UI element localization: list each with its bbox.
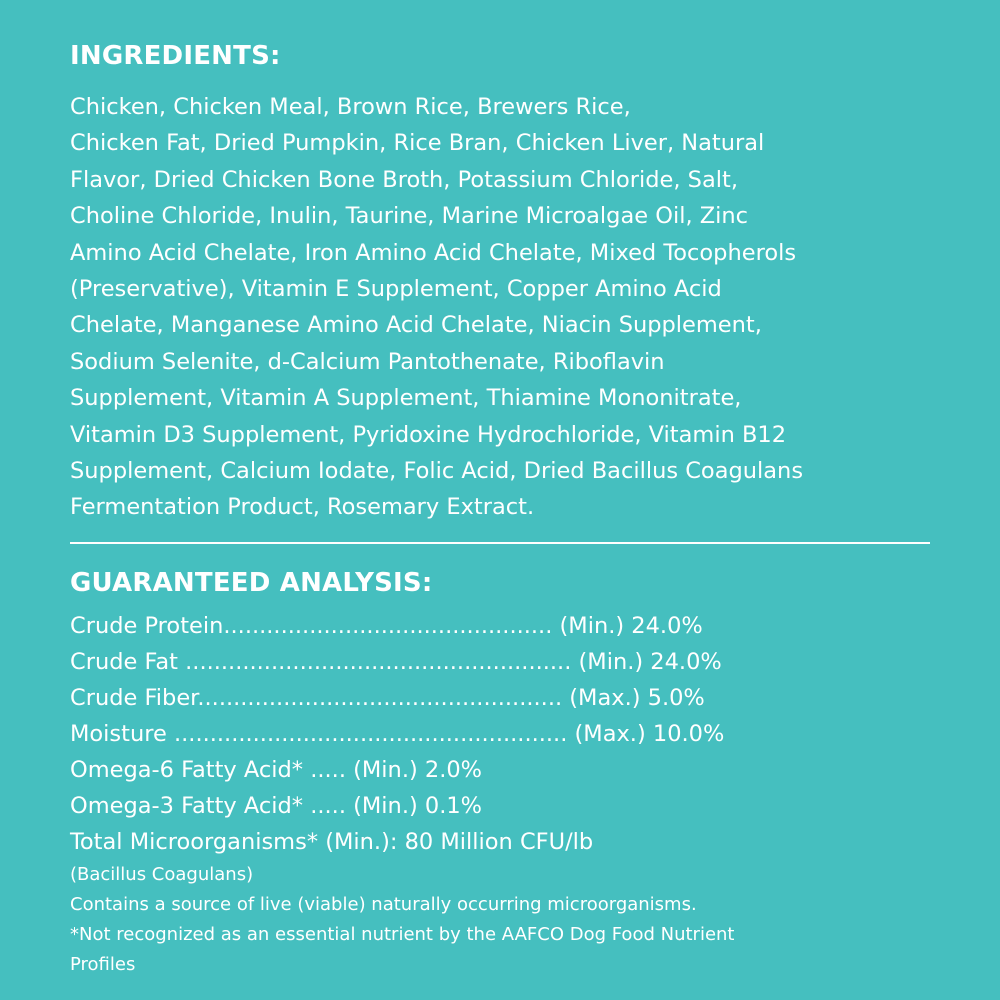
section-divider <box>70 542 930 544</box>
analysis-note-bacillus: (Bacillus Coagulans) <box>70 864 254 885</box>
ingredients-line: Supplement, Vitamin A Supplement, Thiamine Mononitrate, <box>70 385 742 412</box>
analysis-note-live-microorganisms: Contains a source of live (viable) naturally occurring microorganisms. <box>70 894 697 915</box>
analysis-note-aafco-cont: Profiles <box>70 954 136 975</box>
ingredients-line: Choline Chloride, Inulin, Taurine, Marine Microalgae Oil, Zinc <box>70 203 749 230</box>
analysis-row-crude-protein: Crude Protein.............................................. (Min.) 24.0% <box>70 613 703 639</box>
analysis-row-microorganisms: Total Microorganisms* (Min.): 80 Million CFU/lb <box>70 829 594 855</box>
ingredients-line: Supplement, Calcium Iodate, Folic Acid, Dried Bacillus Coagulans <box>70 458 804 485</box>
analysis-row-omega-3: Omega-3 Fatty Acid* ..... (Min.) 0.1% <box>70 793 483 819</box>
ingredients-line: Amino Acid Chelate, Iron Amino Acid Chelate, Mixed Tocopherols <box>70 239 797 266</box>
analysis-row-moisture: Moisture ....................................................... (Max.) 10.0% <box>70 721 725 747</box>
analysis-row-crude-fat: Crude Fat ...................................................... (Min.) 24.0% <box>70 649 722 675</box>
ingredients-line: Sodium Selenite, d-Calcium Pantothenate, Riboflavin <box>70 348 665 375</box>
analysis-row-omega-6: Omega-6 Fatty Acid* ..... (Min.) 2.0% <box>70 757 483 783</box>
ingredients-list <box>70 89 930 526</box>
ingredients-line: Chelate, Manganese Amino Acid Chelate, Niacin Supplement, <box>70 312 762 339</box>
analysis-row-crude-fiber: Crude Fiber................................................... (Max.) 5.0% <box>70 685 705 711</box>
guaranteed-analysis-heading: GUARANTEED ANALYSIS: <box>70 568 433 598</box>
ingredients-line: Chicken Fat, Dried Pumpkin, Rice Bran, Chicken Liver, Natural <box>70 130 765 157</box>
ingredients-line: Vitamin D3 Supplement, Pyridoxine Hydrochloride, Vitamin B12 <box>70 421 787 448</box>
ingredients-line: (Preservative), Vitamin E Supplement, Copper Amino Acid <box>70 276 722 303</box>
ingredients-heading: INGREDIENTS: <box>70 41 281 71</box>
ingredients-line: Flavor, Dried Chicken Bone Broth, Potassium Chloride, Salt, <box>70 166 738 193</box>
analysis-note-aafco: *Not recognized as an essential nutrient by the AAFCO Dog Food Nutrient <box>70 924 735 945</box>
guaranteed-analysis-list <box>70 608 930 980</box>
ingredients-line: Chicken, Chicken Meal, Brown Rice, Brewers Rice, <box>70 94 631 120</box>
ingredients-line: Fermentation Product, Rosemary Extract. <box>70 494 535 521</box>
